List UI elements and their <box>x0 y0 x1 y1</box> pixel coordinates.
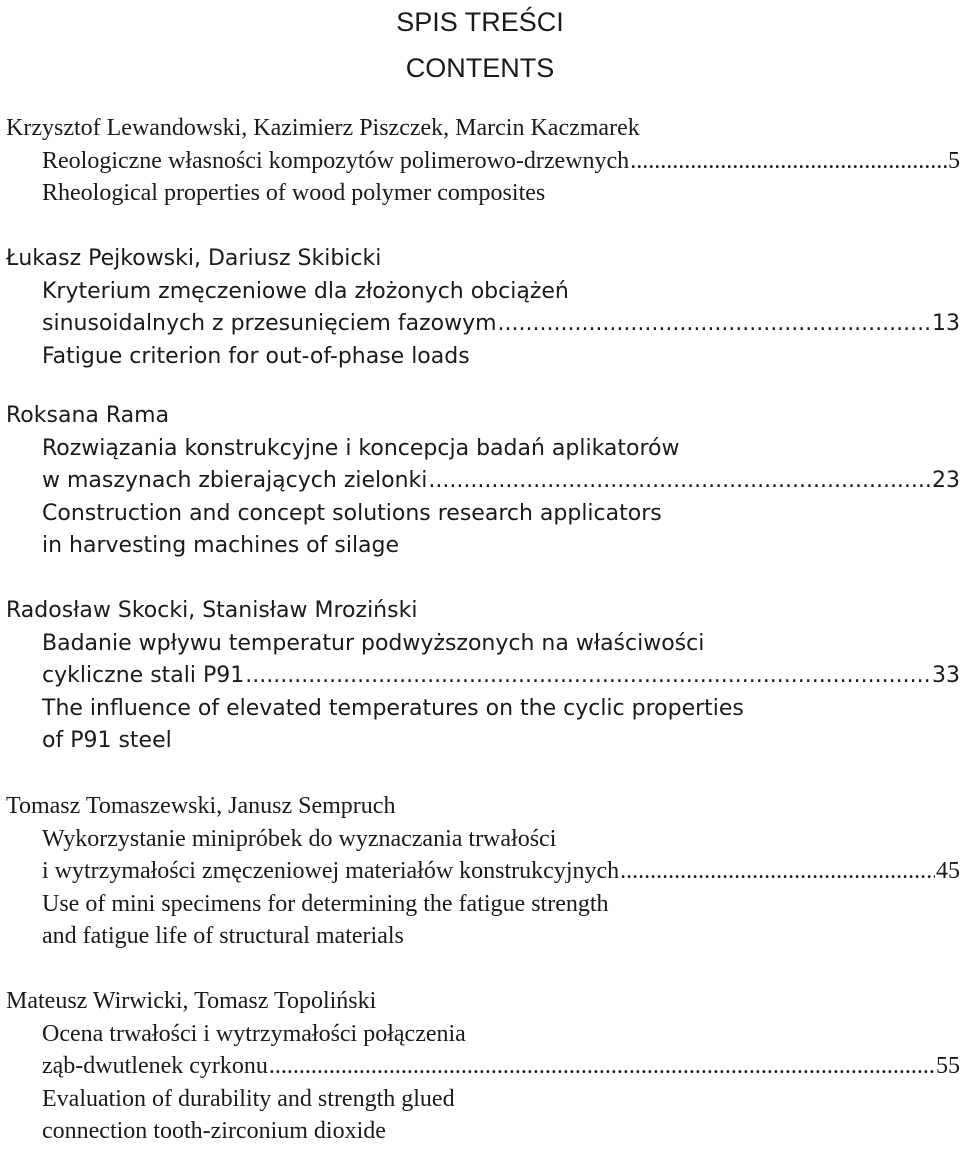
toc-entry[interactable] <box>6 985 960 1148</box>
entry-title-en: Use of mini specimens for determining the fatigue strength <box>42 890 609 917</box>
entry-page-number: 5 <box>948 147 960 174</box>
entry-title-pl: Wykorzystanie minipróbek do wyznaczania trwałości <box>42 825 557 852</box>
dot-leader <box>620 855 935 888</box>
entry-title-leader-line <box>6 308 960 341</box>
entry-title-en: Fatigue criterion for out-of-phase loads <box>42 343 470 369</box>
toc-entry[interactable] <box>6 243 960 373</box>
entry-title-en: Evaluation of durability and strength glued <box>42 1085 455 1112</box>
entry-title-pl: sinusoidalnych z przesunięciem fazowym <box>42 311 497 336</box>
entry-title-en: Construction and concept solutions research applicators <box>42 500 662 526</box>
entry-title-en: and fatigue life of structural materials <box>42 923 404 949</box>
entry-page-number: 23 <box>932 468 960 493</box>
entry-authors: Łukasz Pejkowski, Dariusz Skibicki <box>6 246 382 271</box>
page-title-polish: SPIS TREŚCI <box>396 7 564 37</box>
dot-leader <box>245 660 931 693</box>
toc-entry[interactable] <box>6 790 960 953</box>
entry-authors: Mateusz Wirwicki, Tomasz Topoliński <box>6 988 377 1014</box>
entry-page-number: 33 <box>932 663 960 688</box>
entry-title-pl: Badanie wpływu temperatur podwyższonych na właściwości <box>42 630 705 656</box>
page-title-english: CONTENTS <box>405 53 555 83</box>
entry-title-en: of P91 steel <box>42 728 172 753</box>
entry-authors: Radosław Skocki, Stanisław Mroziński <box>6 598 418 623</box>
toc-entry[interactable] <box>6 400 960 563</box>
dot-leader <box>498 308 931 341</box>
entry-title-en: Rheological properties of wood polymer composites <box>42 180 546 206</box>
entry-page-number: 13 <box>932 311 960 336</box>
entry-title-pl: w maszynach zbierających zielonki <box>42 468 428 493</box>
entry-authors: Krzysztof Lewandowski, Kazimierz Piszczek, Marcin Kaczmarek <box>6 115 640 141</box>
entry-page-number: 55 <box>936 1053 960 1079</box>
entry-title-en: The influence of elevated temperatures on the cyclic properties <box>42 695 744 721</box>
entry-title-en: in harvesting machines of silage <box>42 533 400 558</box>
entry-title-pl: i wytrzymałości zmęczeniowej materiałów konstrukcyjnych <box>42 858 620 884</box>
dot-leader <box>428 465 931 498</box>
entry-title-leader-line <box>6 855 960 888</box>
entry-title-pl: ząb-dwutlenek cyrkonu <box>42 1053 268 1079</box>
dot-leader <box>269 1050 935 1083</box>
entry-authors: Tomasz Tomaszewski, Janusz Sempruch <box>6 793 396 819</box>
entry-authors: Roksana Rama <box>6 403 170 428</box>
entry-title-pl: Reologiczne własności kompozytów polimerowo-drzewnych <box>42 147 630 174</box>
entry-title-pl: Rozwiązania konstrukcyjne i koncepcja badań aplikatorów <box>42 435 680 461</box>
entry-page-number: 45 <box>936 858 960 884</box>
entry-title-leader-line <box>6 465 960 498</box>
dot-leader <box>630 145 947 178</box>
entry-title-pl: cykliczne stali P91 <box>42 663 245 688</box>
toc-entry[interactable] <box>6 112 960 210</box>
toc-entry[interactable] <box>6 595 960 758</box>
entry-title-leader-line <box>6 145 960 178</box>
entry-title-pl: Kryterium zmęczeniowe dla złożonych obciążeń <box>42 278 569 304</box>
entry-title-leader-line <box>6 660 960 693</box>
entry-title-en: connection tooth-zirconium dioxide <box>42 1118 386 1144</box>
entry-title-pl: Ocena trwałości i wytrzymałości połączenia <box>42 1020 466 1047</box>
entry-title-leader-line <box>6 1050 960 1083</box>
